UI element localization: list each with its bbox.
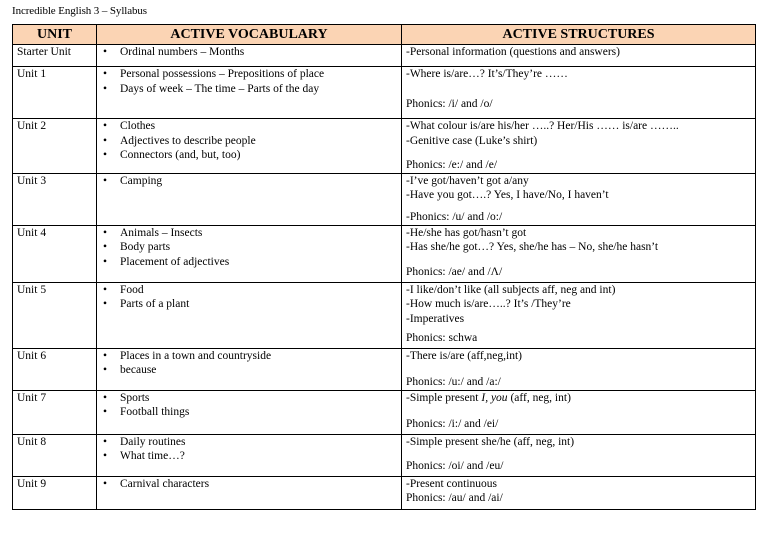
vocabulary-item: • Animals – Insects (101, 226, 397, 241)
vocabulary-cell (97, 225, 402, 282)
structure-text: (aff, neg, int) (507, 391, 571, 404)
unit-cell: Unit 8 (13, 434, 97, 476)
vocabulary-item: • Days of week – The time – Parts of the day (101, 82, 397, 97)
structure-line: -He/she has got/hasn’t got (406, 226, 527, 239)
table-row (13, 45, 756, 67)
table-row (13, 119, 756, 174)
structure-line: -There is/are (aff,neg,int) (406, 349, 523, 362)
structure-line: -Personal information (questions and answers) (406, 46, 620, 58)
phonics-line: Phonics: /u:/ and /a:/ (406, 376, 501, 388)
vocabulary-item: • Daily routines (101, 435, 397, 450)
unit-cell: Unit 1 (13, 67, 97, 119)
phonics-line: Phonics: /e:/ and /e/ (406, 159, 498, 171)
header-active-structures: ACTIVE STRUCTURES (402, 25, 756, 45)
structure-text: -Simple present (406, 391, 482, 404)
phonics-line: Phonics: /i:/ and /ei/ (406, 418, 499, 430)
table-row (13, 173, 756, 225)
phonics-line: Phonics: /oi/ and /eu/ (406, 460, 504, 472)
vocabulary-cell (97, 45, 402, 67)
structure-line: -Has she/he got…? Yes, she/he has – No, she/he hasn’t (406, 241, 659, 253)
unit-cell: Unit 4 (13, 225, 97, 282)
structures-cell (402, 476, 756, 509)
vocabulary-cell (97, 67, 402, 119)
structure-line: -Imperatives (406, 312, 465, 325)
structures-cell (402, 225, 756, 282)
structure-line: -Simple present she/he (aff, neg, int) (406, 435, 575, 448)
phonics-line: Phonics: schwa (406, 332, 478, 344)
vocabulary-item: • Places in a town and countryside (101, 349, 397, 364)
structure-line: -Where is/are…? It’s/They’re …… (406, 68, 568, 80)
table-row (13, 390, 756, 434)
vocabulary-item: • Placement of adjectives (101, 255, 397, 270)
vocabulary-cell (97, 390, 402, 434)
structures-cell (402, 282, 756, 348)
structure-line: -How much is/are…..? It’s /They’re (406, 298, 571, 310)
vocabulary-item: • Ordinal numbers – Months (101, 45, 397, 60)
unit-cell: Unit 2 (13, 119, 97, 174)
table-header-row (13, 25, 756, 45)
vocabulary-item: • Food (101, 283, 397, 298)
vocabulary-cell (97, 348, 402, 390)
vocabulary-item: • Clothes (101, 119, 397, 134)
table-row (13, 476, 756, 509)
header-unit: UNIT (13, 25, 97, 45)
structures-cell (402, 348, 756, 390)
phonics-line: Phonics: /i/ and /o/ (406, 97, 493, 110)
structure-line: -I’ve got/haven’t got a/any (406, 174, 529, 187)
structure-line (406, 391, 751, 406)
structure-italic-text: I, you (481, 391, 508, 404)
structures-cell (402, 119, 756, 174)
table-row (13, 225, 756, 282)
structure-line: -Have you got….? Yes, I have/No, I haven’t (406, 189, 609, 201)
structure-line: -Present continuous (406, 477, 498, 490)
table-row (13, 348, 756, 390)
vocabulary-item: • because (101, 363, 397, 378)
syllabus-table (12, 24, 756, 510)
vocabulary-item: • Connectors (and, but, too) (101, 148, 397, 163)
table-row (13, 434, 756, 476)
vocabulary-item: • Carnival characters (101, 477, 397, 492)
unit-cell: Starter Unit (13, 45, 97, 67)
unit-cell: Unit 9 (13, 476, 97, 509)
structures-cell (402, 67, 756, 119)
vocabulary-cell (97, 434, 402, 476)
vocabulary-item: • What time…? (101, 449, 397, 464)
phonics-line: -Phonics: /u/ and /o:/ (406, 210, 503, 223)
vocabulary-item: • Parts of a plant (101, 297, 397, 312)
vocabulary-item: • Football things (101, 405, 397, 420)
document-title: Incredible English 3 – Syllabus (12, 5, 147, 17)
unit-cell: Unit 3 (13, 173, 97, 225)
unit-cell: Unit 5 (13, 282, 97, 348)
structures-cell (402, 45, 756, 67)
vocabulary-item: • Body parts (101, 240, 397, 255)
structures-cell (402, 390, 756, 434)
vocabulary-item: • Camping (101, 174, 397, 189)
structure-line: -I like/don’t like (all subjects aff, neg and int) (406, 283, 616, 296)
phonics-line: Phonics: /ae/ and /Λ/ (406, 265, 503, 278)
vocabulary-item: • Sports (101, 391, 397, 406)
unit-cell: Unit 7 (13, 390, 97, 434)
vocabulary-item: • Adjectives to describe people (101, 134, 397, 149)
vocabulary-cell (97, 173, 402, 225)
vocabulary-item: • Personal possessions – Prepositions of place (101, 67, 397, 82)
vocabulary-cell (97, 476, 402, 509)
vocabulary-cell (97, 282, 402, 348)
header-active-vocabulary: ACTIVE VOCABULARY (97, 25, 402, 45)
table-row (13, 282, 756, 348)
structure-line: -What colour is/are his/her …..? Her/His …… is/are …….. (406, 120, 679, 132)
phonics-line: Phonics: /au/ and /ai/ (406, 492, 503, 504)
vocabulary-cell (97, 119, 402, 174)
table-row (13, 67, 756, 119)
structure-line: -Genitive case (Luke’s shirt) (406, 134, 538, 147)
structures-cell (402, 434, 756, 476)
unit-cell: Unit 6 (13, 348, 97, 390)
structures-cell (402, 173, 756, 225)
